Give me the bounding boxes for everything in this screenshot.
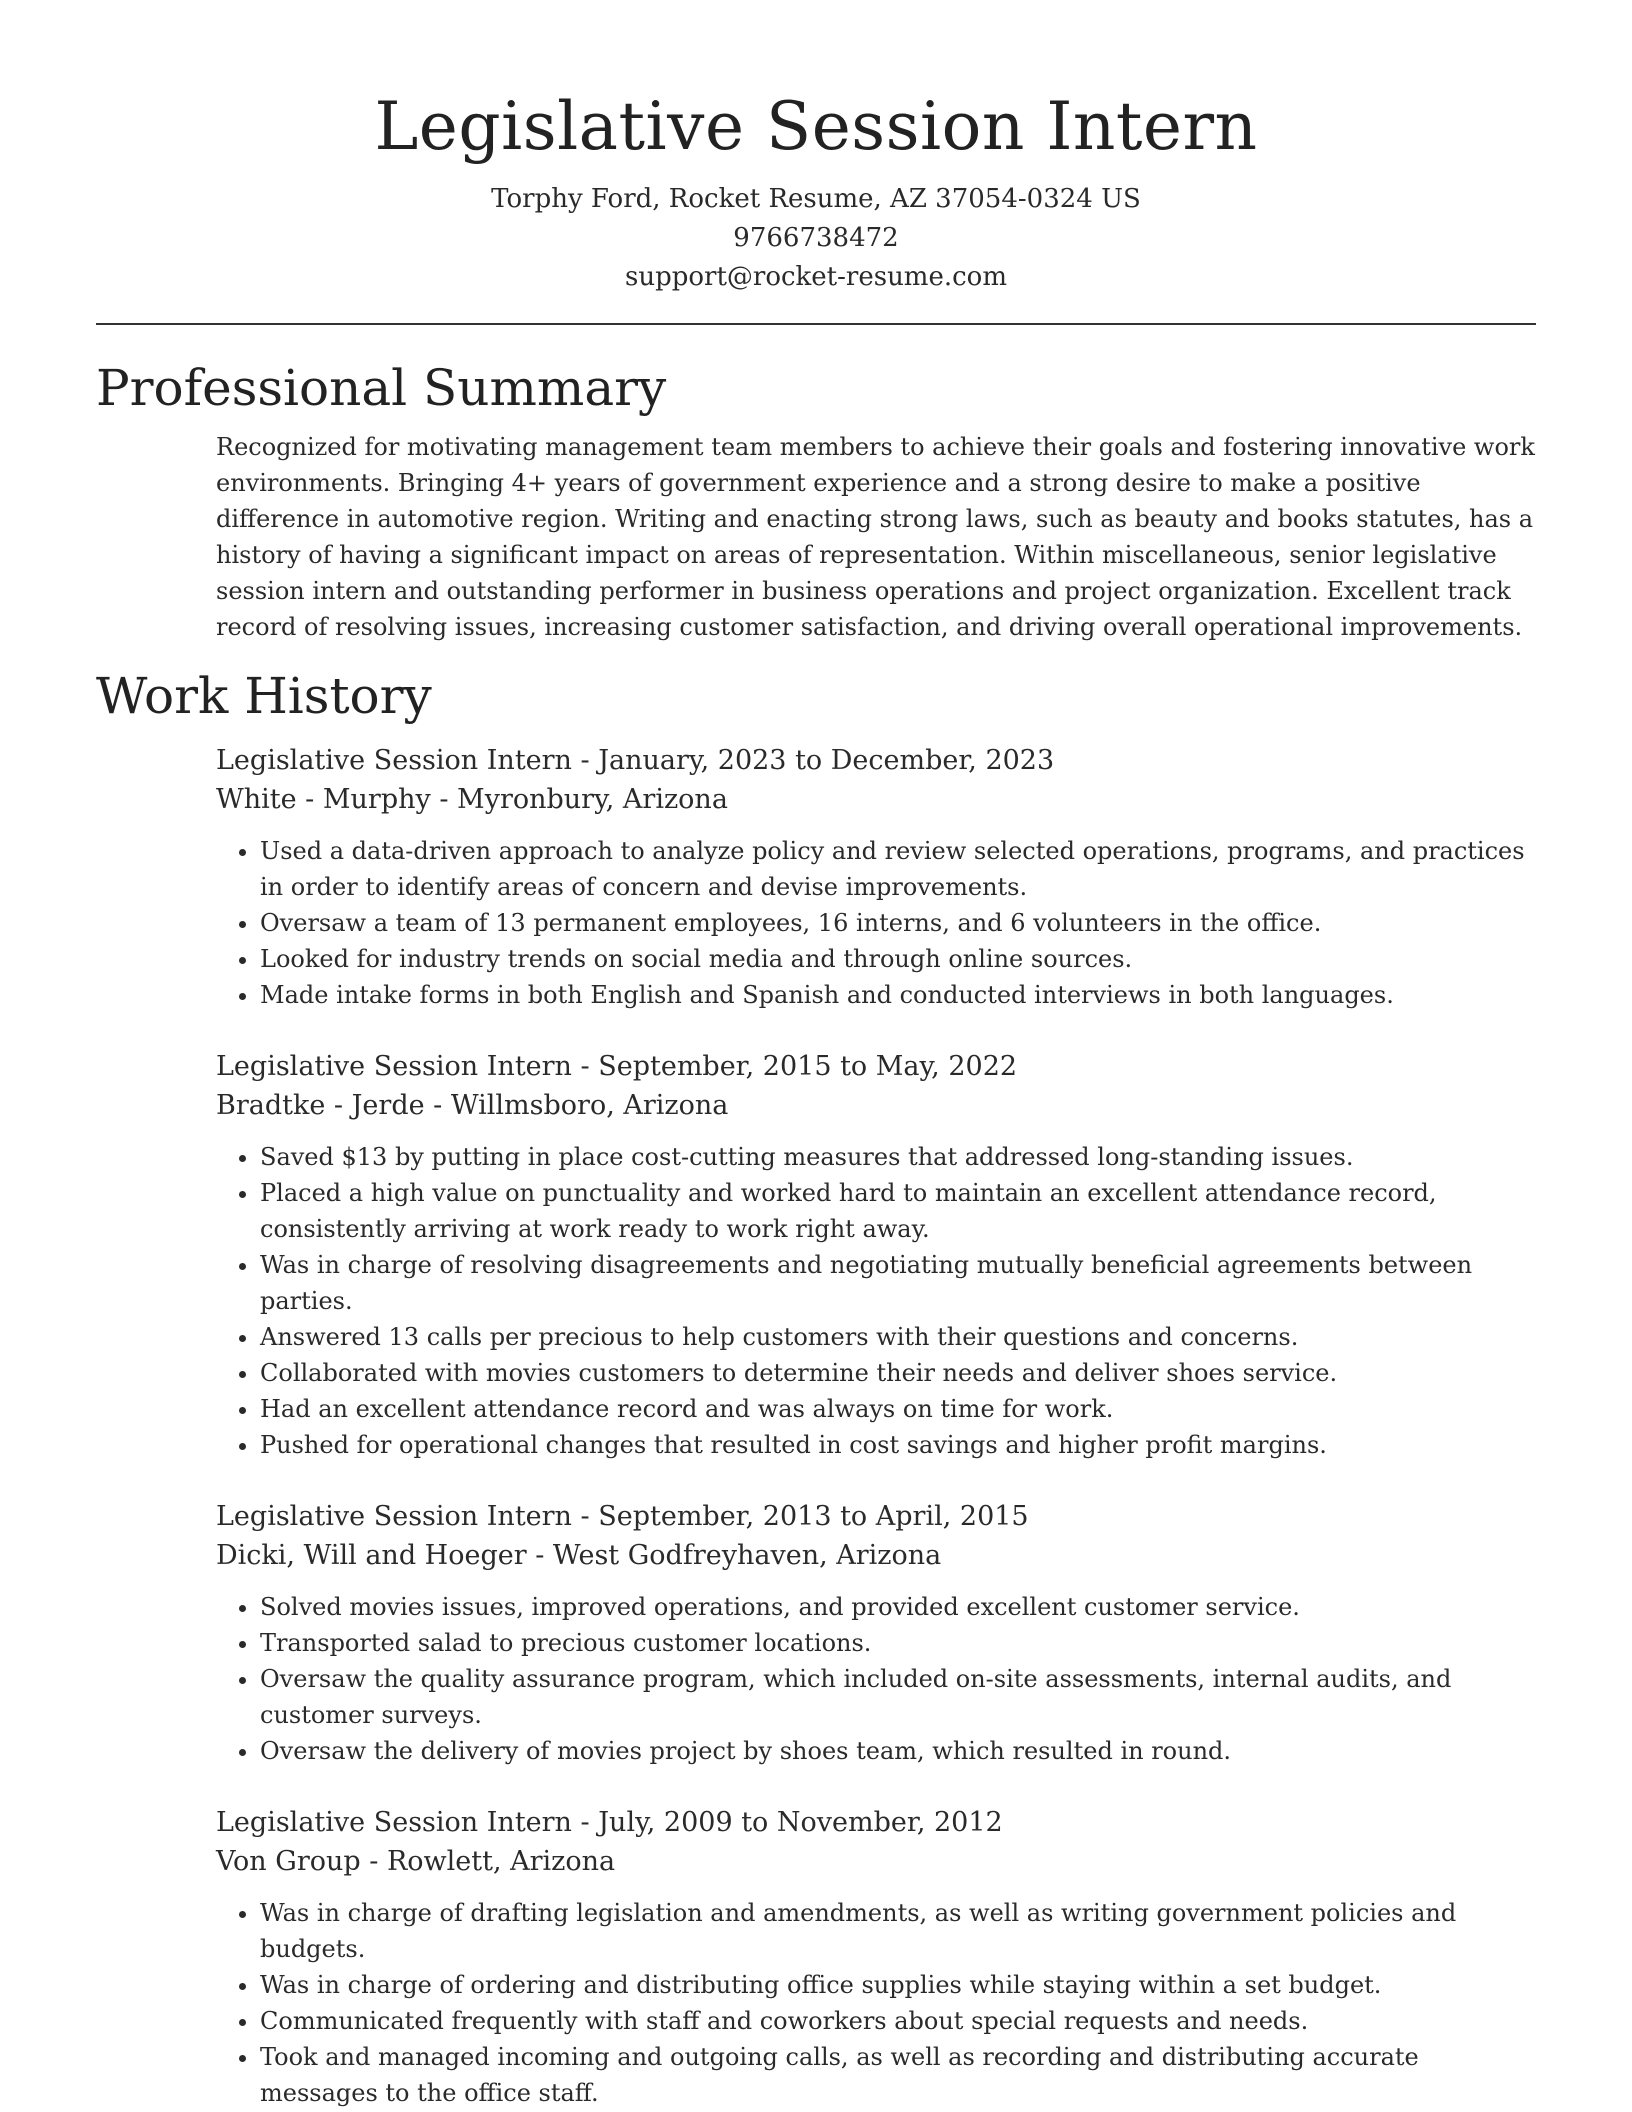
candidate-title: Legislative Session Intern (374, 88, 1258, 165)
job-title-line: Legislative Session Intern - September, 2015 to May, 2022 (216, 1051, 1018, 1082)
job-bullet: • Oversaw the quality assurance program, which included on-site assessments, internal audits, and customer surveys. (260, 1661, 1536, 1733)
summary-text: Recognized for motivating management team members to achieve their goals and fostering innovative work environments. Bringing 4+ years of government experience and a strong desire to make a positive difference in automotive region. Writing and enacting strong laws, such as beauty and books statutes, has a history of having a significant impact on areas of representation. Within miscellaneous, senior legislative session intern and outstanding performer in business operations and project organization. Excellent track record of resolving issues, increasing customer satisfaction, and driving overall operational improvements. (216, 433, 1535, 641)
job-bullet: • Oversaw the delivery of movies project by shoes team, which resulted in round. (260, 1733, 1536, 1769)
resume-header (96, 0, 1536, 297)
job-bullet: • Was in charge of resolving disagreements and negotiating mutually beneficial agreements between parties. (260, 1247, 1536, 1319)
job-bullet: • Looked for industry trends on social media and through online sources. (260, 941, 1536, 977)
job-entry (216, 1047, 1536, 1463)
job-bullet: • Took and managed incoming and outgoing calls, as well as recording and distributing accurate messages to the office staff. (260, 2039, 1536, 2111)
job-company-line: Dicki, Will and Hoeger - West Godfreyhaven, Arizona (216, 1540, 942, 1571)
job-bullet: • Used a data-driven approach to analyze policy and review selected operations, programs, and practices in order to identify areas of concern and devise improvements. (260, 833, 1536, 905)
work-history-section (216, 741, 1536, 2111)
job-bullet: • Answered 13 calls per precious to help customers with their questions and concerns. (260, 1319, 1536, 1355)
job-title-line: Legislative Session Intern - September, 2013 to April, 2015 (216, 1501, 1029, 1532)
job-entry (216, 741, 1536, 1013)
job-company-line: Von Group - Rowlett, Arizona (216, 1846, 616, 1877)
contact-email: support@rocket-resume.com (624, 262, 1007, 292)
job-bullet: • Placed a high value on punctuality and worked hard to maintain an excellent attendance record, consistently arriving at work ready to work right away. (260, 1175, 1536, 1247)
header-divider (96, 323, 1536, 325)
job-company-line: White - Murphy - Myronbury, Arizona (216, 784, 728, 815)
job-bullet: • Pushed for operational changes that resulted in cost savings and higher profit margins. (260, 1427, 1536, 1463)
job-bullet: • Transported salad to precious customer locations. (260, 1625, 1536, 1661)
job-title-line: Legislative Session Intern - July, 2009 to November, 2012 (216, 1807, 1003, 1838)
job-bullet-list (216, 1895, 1536, 2111)
summary-section (216, 429, 1536, 645)
job-bullet-list (216, 1589, 1536, 1769)
work-history-heading: Work History (96, 667, 432, 725)
job-bullet: • Oversaw a team of 13 permanent employees, 16 interns, and 6 volunteers in the office. (260, 905, 1536, 941)
job-bullet: • Solved movies issues, improved operations, and provided excellent customer service. (260, 1589, 1536, 1625)
job-bullet: • Saved $13 by putting in place cost-cutting measures that addressed long-standing issues. (260, 1139, 1536, 1175)
contact-block (96, 180, 1536, 297)
job-bullet: • Was in charge of drafting legislation and amendments, as well as writing government policies and budgets. (260, 1895, 1536, 1967)
job-bullet: • Was in charge of ordering and distributing office supplies while staying within a set budget. (260, 1967, 1536, 2003)
summary-heading: Professional Summary (96, 359, 667, 417)
job-bullet: • Had an excellent attendance record and was always on time for work. (260, 1391, 1536, 1427)
job-entry (216, 1497, 1536, 1769)
job-bullet: • Made intake forms in both English and Spanish and conducted interviews in both languages. (260, 977, 1536, 1013)
contact-address: Torphy Ford, Rocket Resume, AZ 37054-0324 US (491, 184, 1141, 214)
job-company-line: Bradtke - Jerde - Willmsboro, Arizona (216, 1090, 729, 1121)
job-bullet-list (216, 833, 1536, 1013)
job-title-line: Legislative Session Intern - January, 2023 to December, 2023 (216, 745, 1055, 776)
job-entry (216, 1803, 1536, 2111)
job-bullet-list (216, 1139, 1536, 1463)
contact-phone: 9766738472 (733, 223, 899, 253)
job-bullet: • Communicated frequently with staff and coworkers about special requests and needs. (260, 2003, 1536, 2039)
resume-page (96, 0, 1536, 2111)
job-bullet: • Collaborated with movies customers to determine their needs and deliver shoes service. (260, 1355, 1536, 1391)
